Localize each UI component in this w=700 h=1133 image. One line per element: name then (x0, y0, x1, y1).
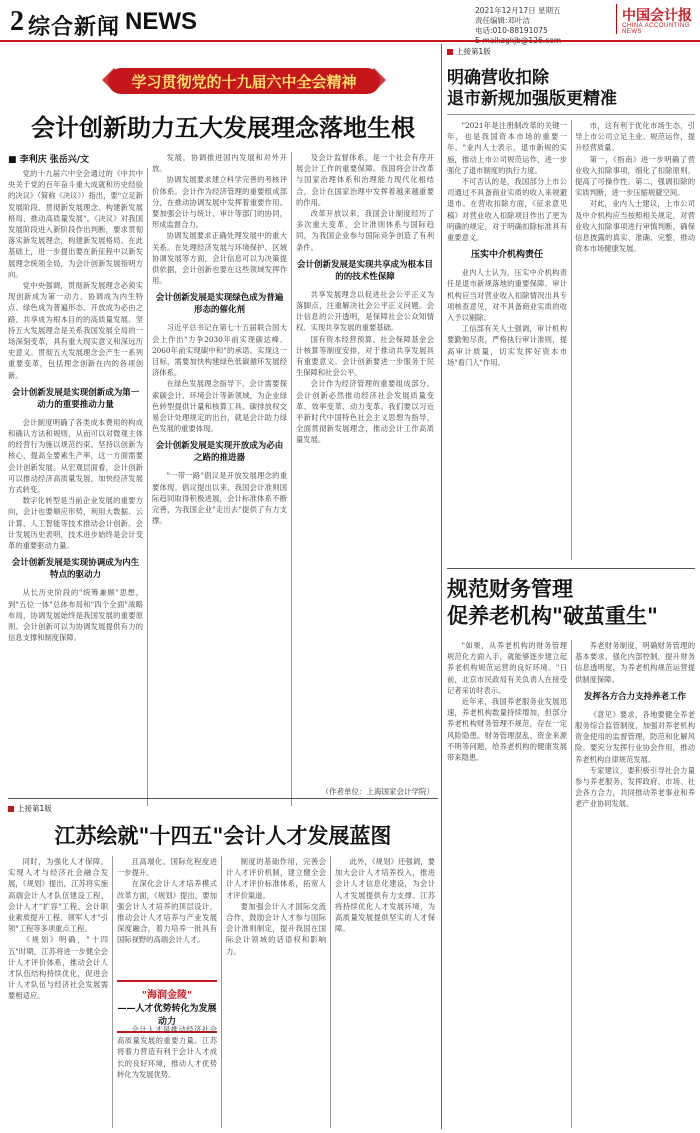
paragraph: 对此，业内人士建议，上市公司及中介机构应当按照相关规定，对营业收入扣除事项进行审慎判断，确保信息披露的真实、准确、完整，推动资本市场健康发展。 (575, 199, 695, 254)
paragraph: 协调发展要求正确处理发展中的重大关系。在处理经济发展与环境保护、区域协调发展等方面，会计信息可以为决策提供依据，会计创新也要在这些领域发挥作用。 (152, 231, 287, 286)
paragraph: 协调发展要求建立科学完善的考核评价体系。会计作为经济管理的重要组成部分，在推动协调发展中发挥着重要作用。要加强会计与统计、审计等部门的协同，形成监督合力。 (152, 175, 287, 230)
paragraph: 要加强会计人才国际交流合作，鼓励会计人才参与国际会计准则制定，提升我国在国际会计领域的话语权和影响力。 (226, 901, 326, 956)
paragraph: 此外，《规划》还强调，要加大会计人才培养投入，推进会计人才信息化建设，为会计人才发展提供有力支撑。江苏将持续优化人才发展环境，为高质量发展提供坚实的人才保障。 (335, 857, 435, 934)
headline-line: 促养老机构"破茧重生" (447, 604, 658, 628)
bottom-article-column-2 (117, 856, 217, 976)
paragraph: 会计制度明确了各类成本费用的构成和确认方法和规则，从而可以对微观主体的经营行为施以规范约束。坚持以创新为核心，提高全要素生产率，这一方面需要会计创新发展。从宏观层面看，会计创新可以推动经济高质量发展，加快经济发展方式转变。 (8, 417, 143, 495)
paragraph: 工信部有关人士强调，审计机构要勤勉尽责，严格执行审计准则，提高审计质量，切实发挥好资本市场"看门人"作用。 (447, 324, 567, 367)
right-article-1-headline (447, 68, 617, 110)
paragraph: 从长历史阶段的"统筹兼顾"思想，到"五位一体"总体布局和"四个全面"战略布局，协调发展始终是我国发展的重要原则。会计创新可以为协调发展提供有力的信息支撑和制度保障。 (8, 588, 143, 643)
pull-quote-title: "海润金陵" (141, 990, 193, 1001)
bottom-article-column-2b (117, 1024, 217, 1128)
main-headline: 会计创新助力五大发展理念落地生根 (31, 114, 415, 142)
headline-line: 规范财务管理 (447, 577, 573, 601)
subheading: 会计创新发展是实现开放成为必由之路的推进器 (155, 441, 284, 464)
paragraph: 党中央强调，贯彻新发展理念必须实现创新成为第一动力、协调成为内生特点、绿色成为普遍形态、开放成为必由之路、共享成为根本目的的高质量发展。坚持五大发展理念是关系我国发展全局的一场深刻变革，具有重大现实意义和深远历史意义。贯彻五大发展理念会产生一系列重要变革，包括理念创新在内的各项创新。 (8, 281, 143, 380)
bottom-headline: 江苏绘就"十四五"会计人才发展蓝图 (54, 824, 392, 848)
section-title-cn: 综合新闻 (28, 15, 121, 40)
pull-quote-subtitle: ——人才优势转化为发展动力 (117, 1004, 217, 1027)
main-article-column-3 (296, 152, 434, 782)
right-article-2-column-2 (575, 640, 695, 1128)
paragraph: "2021年是注册制改革的关键一年，也是我国资本市场的重要一年。"业内人士表示，退市新规的实施，推动上市公司规范运作，进一步强化了退市制度的执行力度。 (447, 121, 567, 175)
bottom-article-column-3 (226, 856, 326, 1128)
paragraph: 同时，为强化人才保障，实现人才与经济社会融合发展，《规划》提出，江苏将实施高端会计人才队伍建设工程、会计人才"扩容"工程、会计职业素质提升工程、领军人才"引领"工程等多项重点工程。 (8, 857, 108, 934)
headline-line: 明确营收扣除 (447, 68, 549, 88)
paragraph: 不可否认的是，我国部分上市公司通过不具备商业实质的收入来规避退市。在营收扣除方面，《征求意见稿》对营业收入扣除项目作出了更为明确的规定，对于明确扣除标准具有重要意义。 (447, 177, 567, 243)
issue-info-line: 电话:010-88191075 (475, 26, 548, 35)
theme-banner-text: 学习贯彻党的十九届六中全会精神 (131, 73, 357, 91)
headline-line: 退市新规加强版更精准 (447, 89, 617, 109)
paragraph: 会计人才是推动经济社会高质量发展的重要力量。江苏将着力营造有利于会计人才成长的良好环境，推动人才优势转化为发展优势。 (117, 1025, 217, 1079)
subheading: 会计创新发展是实现绿色成为普遍形态的催化剂 (155, 293, 284, 316)
brand-name-en: CHINA ACCOUNTING NEWS (622, 23, 691, 35)
paragraph: 养老财务制度，明确财务管理的基本要求，强化内部控制，提升财务信息透明度，为养老机构规范运营提供制度保障。 (575, 641, 695, 684)
article-separator (8, 798, 438, 799)
section-title-en: NEWS (125, 8, 197, 35)
paragraph: 发展，协调推进国内发展和对外开放。 (152, 153, 287, 174)
right-article-1-column-2 (575, 120, 695, 560)
subheading: 会计创新发展是实现协调成为内生特点的驱动力 (11, 558, 140, 581)
paragraph: 国有资本经营预算、社会保障基金会计核算等制度安排，对于推动共享发展具有重要意义。会计创新要进一步服务于民生保障和社会公平。 (296, 334, 434, 378)
column-divider (291, 152, 292, 806)
paragraph: 党的十九届六中全会通过的《中共中央关于党的百年奋斗重大成就和历史经验的决议》（简称《决议》）指出，要"立足新发展阶段、贯彻新发展理念、构建新发展格局，推动高质量发展"。《决议》对我国发展阶段进入新阶段作出判断，要求贯彻落实新发展理念，构建新发展格局。在此基础上，进一步提出要在新征程中以新发展理念统领全局，为会计创新发展指明方向。 (8, 169, 143, 279)
paragraph: 习近平总书记在第七十五届联合国大会上作出"力争2030年前实现碳达峰、2060年前实现碳中和"的承诺。实现这一目标，需要加快构建绿色低碳循环发展经济体系。 (152, 323, 287, 378)
paragraph: 在绿色发展理念指导下，会计需要探索碳会计、环境会计等新领域，为企业绿色转型提供计量和核算工具。碳排放权交易会计处理规定的出台，就是会计助力绿色发展的重要体现。 (152, 379, 287, 434)
paragraph: 在深化会计人才培养模式改革方面，《规划》提出，要加强会计人才培养的顶层设计，推动会计人才培养与产业发展深度融合，着力培养一批具有国际视野的高端会计人才。 (117, 879, 217, 945)
bottom-article-column-4 (335, 856, 435, 1128)
right-article-1-column-1 (447, 120, 567, 560)
byline: ■ 李利庆 张岳兴/文 (8, 155, 90, 165)
paragraph: 第一，《指南》进一步明确了营业收入扣除事项，细化了扣除原则，提高了可操作性。第二，强调扣除的实质判断，进一步压缩规避空间。 (575, 154, 695, 198)
paragraph: 制度的基础作用，完善会计人才评价机制，建立健全会计人才评价标准体系，拓宽人才评价渠道。 (226, 857, 326, 900)
paragraph: 数字化转型是当前企业发展的重要方向，会计也要顺应形势，利用大数据、云计算、人工智能等技术推动会计创新。会计发展历史表明，技术进步始终是会计变革的重要驱动力量。 (8, 496, 143, 551)
brand-name: 中国会计报 (622, 8, 692, 24)
issue-info-line: 2021年12月17日 星期五 (475, 6, 561, 15)
column-divider (571, 120, 572, 560)
right-article-2-column-1 (447, 640, 567, 1128)
subheading: 发挥各方合力支持养老工作 (583, 691, 686, 702)
column-divider (147, 168, 148, 806)
paragraph: 专家建议，要积极引导社会力量参与养老服务，发挥政府、市场、社会各方合力，共同推动养老事业和养老产业协同发展。 (575, 765, 695, 809)
column-divider (221, 856, 222, 1128)
subheading: 压实中介机构责任 (470, 250, 543, 261)
article-separator (447, 568, 695, 569)
paragraph: "一带一路"倡议是开放发展理念的重要体现。倡议提出以来，我国会计准则国际趋同取得积极进展，会计标准体系不断完善，为我国企业"走出去"提供了有力支撑。 (152, 471, 287, 526)
paragraph: 及会计监督体系，是一个社会有序开展会计工作的重要保障。我国将会计改革与国家治理体系和治理能力现代化相结合，会计在国家治理中发挥着越来越重要的作用。 (296, 153, 434, 207)
paragraph: "如果，从养老机构的财务管理规范化方面入手，就能够逐步建立起养老机构规范运营的良好环境。"日前，北京市民政局有关负责人在接受记者采访时表示。 (447, 641, 567, 695)
paragraph: 《意见》要求，各地要健全养老服务综合监管制度，加强对养老机构资金使用的监督管理，防范和化解风险。要充分发挥行业协会作用，推动养老机构自律规范发展。 (575, 709, 695, 764)
headline-rule (447, 114, 695, 115)
author-note: （作者单位：上海国家会计学院） (321, 787, 434, 796)
column-divider (330, 856, 331, 1128)
paragraph: 改革开放以来，我国会计制度经历了多次重大变革，会计准则体系与国际趋同，为我国企业参与国际竞争创造了有利条件。 (296, 209, 434, 252)
paragraph: 且高端化、国际化程度进一步提升。 (117, 857, 217, 878)
paragraph: 《规划》明确，"十四五"时期，江苏将进一步健全会计人才评价体系，推动会计人才队伍结构持续优化，促进会计人才队伍与经济社会发展需要相适应。 (8, 935, 108, 1001)
paragraph: 近年来，我国养老服务业发展迅速，养老机构数量持续增加，但部分养老机构财务管理不规范，存在一定风险隐患。财务管理混乱、资金来源不明等问题，给养老机构的健康发展带来隐患。 (447, 697, 567, 763)
paragraph: 会计作为经济管理的重要组成部分，会计创新必然推动经济社会发展质量变革、效率变革、动力变革。我们要以习近平新时代中国特色社会主义思想为指导，全面贯彻新发展理念，推动会计工作高质量发展。 (296, 379, 434, 445)
paragraph: 市，这有利于优化市场生态，引导上市公司立足主业、规范运作，提升经营质量。 (575, 121, 695, 153)
main-article-column-2 (152, 152, 287, 806)
subheading: 会计创新发展是实现创新成为第一动力的重要推动力量 (11, 387, 140, 410)
paragraph: 共享发展理念以促进社会公平正义为落脚点，注重解决社会公平正义问题。会计信息的公开透明，是保障社会公众知情权、实现共享发展的重要基础。 (296, 289, 434, 333)
issue-info-line: 责任编辑:邓叶洁 (475, 16, 531, 25)
page-number: 2 (10, 6, 24, 37)
subheading: 会计创新发展是实现共享成为根本目的的技术性保障 (296, 259, 433, 282)
column-divider (571, 640, 572, 1128)
bottom-article-column-1 (8, 856, 108, 1128)
main-article-column-1 (8, 168, 143, 806)
column-divider (112, 856, 113, 1128)
masthead-divider (0, 40, 700, 42)
right-article-2-headline (447, 576, 658, 630)
continued-tag: 上接第1版 (8, 803, 52, 814)
continued-tag: 上接第1版 (447, 46, 491, 57)
paragraph: 业内人士认为，压实中介机构责任是退市新规落地的重要保障。审计机构应当对营业收入扣除情况出具专项核查意见，对不具备商业实质的收入予以剔除。 (447, 268, 567, 323)
section-divider (441, 44, 442, 1129)
